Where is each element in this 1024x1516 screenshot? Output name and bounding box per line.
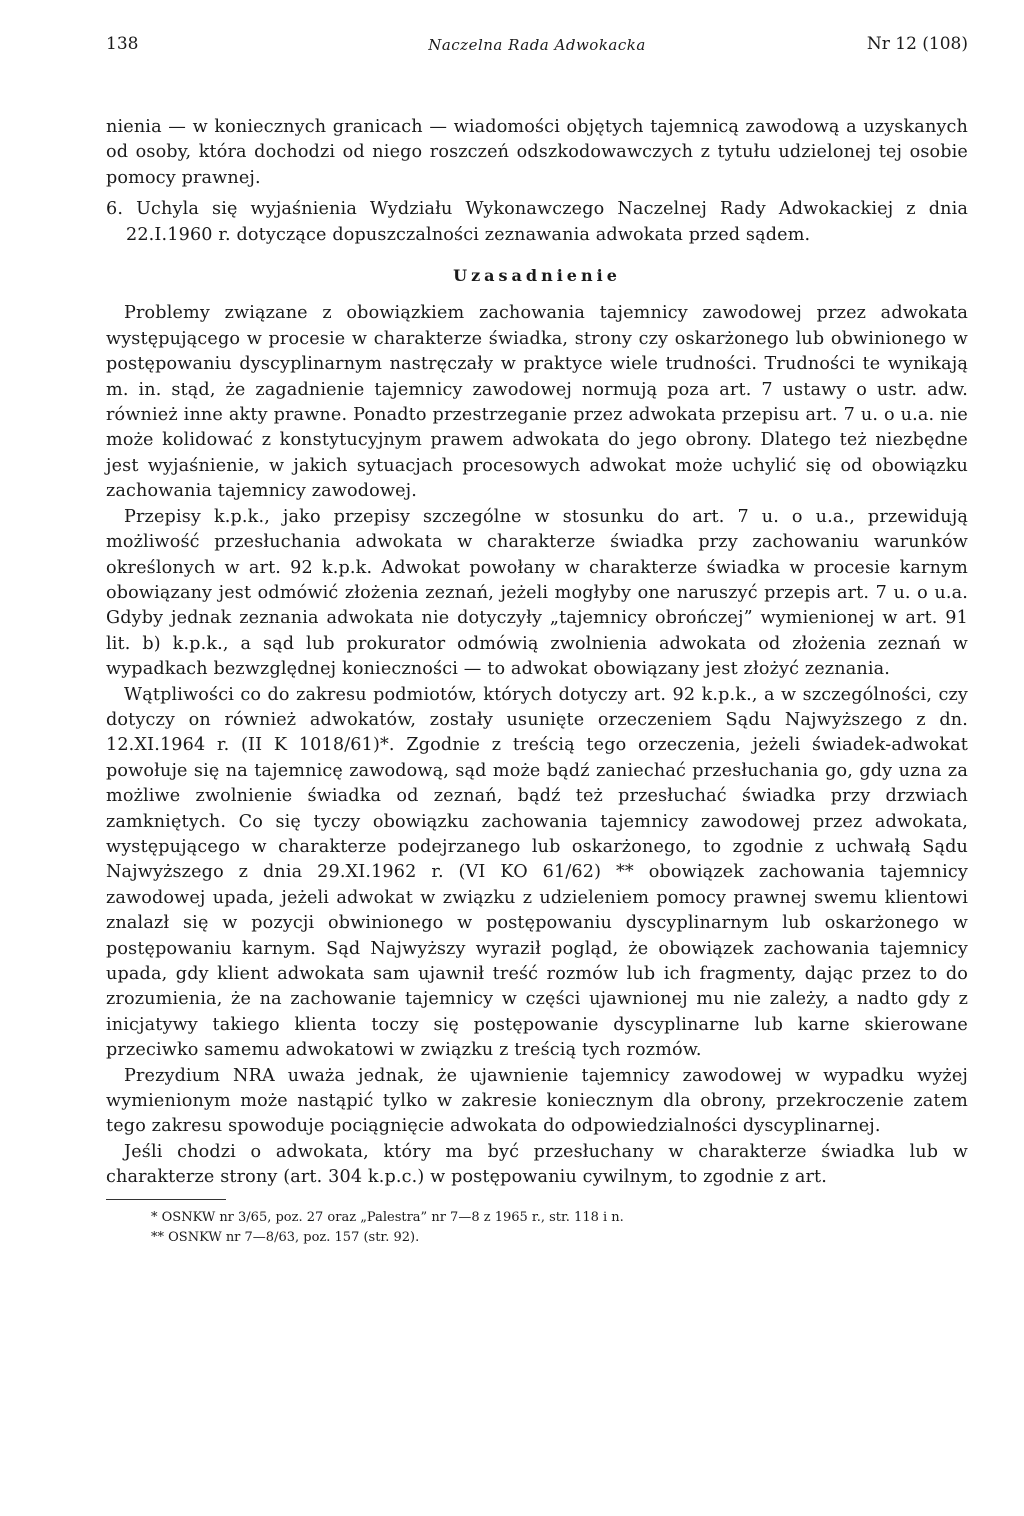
paragraph: Przepisy k.p.k., jako przepisy szczególne w stosunku do art. 7 u. o u.a., przewidują możliwość przesłuchania adwokata w charakterze świadka przy zachowaniu warunków określonych w art. 92 k.p.k. Adwokat powołany w charakterze świadka w procesie karnym obowiązany jest odmówić złożenia zeznań, jeżeli mogłyby one naruszyć przepis art. 7 u. o u.a. Gdyby jednak zeznania adwokata nie dotyczyły „tajemnicy obrończej” wymienionej w art. 91 lit. b) k.p.k., a sąd lub prokurator odmówią zwolnienia adwokata od złożenia zeznań w wypadkach bezwzględnej konieczności — to adwokat obowiązany jest złożyć zeznania.: [106, 506, 968, 680]
running-header: [106, 28, 968, 68]
paragraph: Jeśli chodzi o adwokata, który ma być przesłuchany w charakterze świadka lub w charakterze strony (art. 304 k.p.c.) w postępowaniu cywilnym, to zgodnie z art.: [106, 1141, 968, 1188]
issue-number: Nr 12 (108): [866, 34, 968, 54]
body-text: [106, 115, 968, 1191]
section-heading: Uzasadnienie: [453, 266, 621, 286]
numbered-item-6: 6. Uchyla się wyjaśnienia Wydziału Wykonawczego Naczelnej Rady Adwokackiej z dnia 22.I.1960 r. dotyczące dopuszczalności zeznawania adwokata przed sądem.: [106, 199, 968, 245]
footnotes: [106, 1208, 968, 1248]
paragraph: Wątpliwości co do zakresu podmiotów, których dotyczy art. 92 k.p.k., a w szczególności, czy dotyczy on również adwokatów, zostały usunięte orzeczeniem Sądu Najwyższego z dn. 12.XI.1964 r. (II K 1018/61)*. Zgodnie z treścią tego orzeczenia, jeżeli świadek-adwokat powołuje się na tajemnicę zawodową, sąd może bądź zaniechać przesłuchania go, gdy uzna za możliwe zwolnienie świadka od zeznań, bądź też przesłuchać świadka przy drzwiach zamkniętych. Co się tyczy obowiązku zachowania tajemnicy zawodowej przez adwokata, występującego w charakterze podejrzanego lub oskarżonego, to zgodnie z uchwałą Sądu Najwyższego z dnia 29.XI.1962 r. (VI KO 61/62) ** obowiązek zachowania tajemnicy zawodowej upada, jeżeli adwokat w związku z udzieleniem pomocy prawnej swemu klientowi znalazł się w pozycji obwinionego w postępowaniu dyscyplinarnym lub oskarżonego w postępowaniu karnym. Sąd Najwyższy wyraził pogląd, że obowiązek zachowania tajemnicy upada, gdy klient adwokata sam ujawnił treść rozmów lub ich fragmenty, dając przez to do zrozumienia, że na zachowanie tajemnicy w części ujawnionej mu nie zależy, a nadto gdy z inicjatywy takiego klienta toczy się postępowanie dyscyplinarne lub karne skierowane przeciwko samemu adwokatowi w związku z treścią tych rozmów.: [106, 684, 968, 1061]
footnote: ** OSNKW nr 7—8/63, poz. 157 (str. 92).: [151, 1229, 420, 1245]
document-page: [106, 28, 968, 1248]
paragraph: Problemy związane z obowiązkiem zachowania tajemnicy zawodowej przez adwokata występującego w procesie w charakterze świadka, strony czy oskarżonego lub obwinionego w postępowaniu dyscyplinarnym nastręczały w praktyce wiele trudności. Trudności te wynikają m. in. stąd, że zagadnienie tajemnicy zawodowej normują poza art. 7 ustawy o ustr. adw. również inne akty prawne. Ponadto przestrzeganie przez adwokata przepisu art. 7 u. o u.a. nie może kolidować z konstytucyjnym prawem adwokata do jego obrony. Dlatego też niezbędne jest wyjaśnienie, w jakich sytuacjach procesowych adwokat może uchylić się od obowiązku zachowania tajemnicy zawodowej.: [106, 303, 968, 502]
journal-title: Naczelna Rada Adwokacka: [428, 36, 646, 54]
footnote: * OSNKW nr 3/65, poz. 27 oraz „Palestra” nr 7—8 z 1965 r., str. 118 i n.: [151, 1209, 624, 1225]
continuation-paragraph: nienia — w koniecznych granicach — wiadomości objętych tajemnicą zawodową a uzyskanych od osoby, która dochodzi od niego roszczeń odszkodowawczych z tytułu udzielonej tej osobie pomocy prawnej.: [106, 117, 968, 188]
paragraph: Prezydium NRA uważa jednak, że ujawnienie tajemnicy zawodowej w wypadku wyżej wymienionym może nastąpić tylko w zakresie koniecznym dla obrony, przekroczenie zatem tego zakresu spowoduje pociągnięcie adwokata do odpowiedzialności dyscyplinarnej.: [106, 1065, 968, 1137]
page-number: 138: [106, 34, 139, 54]
footnote-divider: [106, 1199, 226, 1200]
